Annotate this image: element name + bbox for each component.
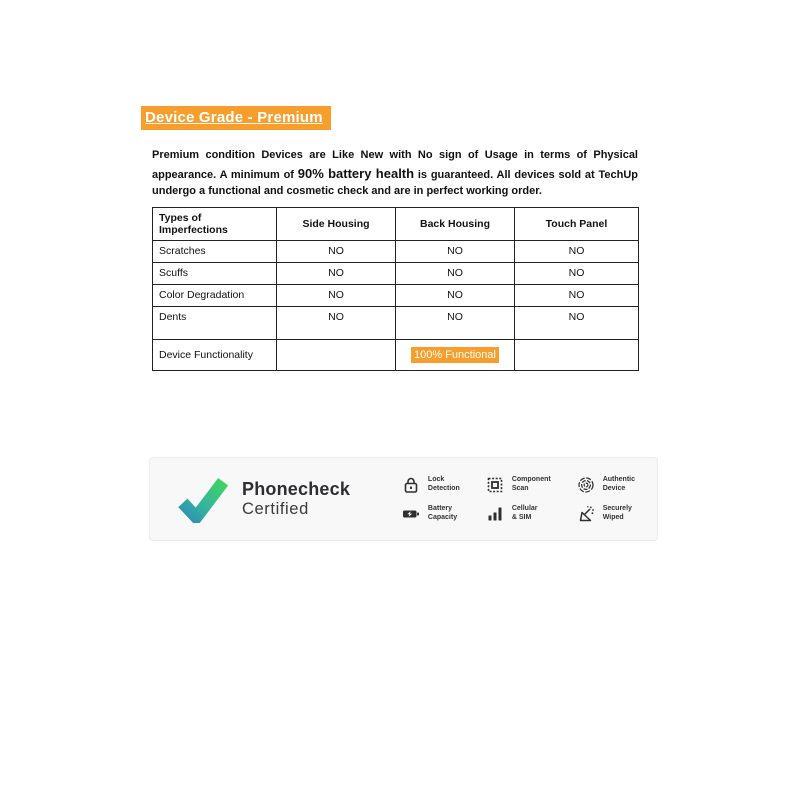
phonecheck-certified-panel <box>149 457 658 541</box>
certification-features <box>402 475 635 523</box>
cell-value: NO <box>515 263 639 285</box>
feature-label: Component Scan <box>511 475 551 492</box>
brand-name: Phonecheck <box>242 479 351 500</box>
feature-authentic-device <box>577 475 635 494</box>
feature-label: Lock Detection <box>427 475 460 492</box>
feature-column <box>402 475 460 523</box>
row-label: Dents <box>153 307 277 340</box>
table-row <box>153 241 639 263</box>
cell-value: NO <box>396 241 515 263</box>
phonecheck-logo <box>176 475 350 523</box>
cell-value <box>515 340 639 371</box>
header-types-of-imperfections: Types of Imperfections <box>153 208 277 241</box>
table-header-row <box>153 208 639 241</box>
feature-lock-detection <box>402 475 460 494</box>
feature-column <box>577 475 635 523</box>
imperfections-table <box>152 207 639 371</box>
table-row-device-functionality <box>153 340 639 371</box>
header-side-housing: Side Housing <box>277 208 396 241</box>
component-chip-icon <box>486 475 505 494</box>
intro-paragraph <box>152 147 638 200</box>
feature-label: Securely Wiped <box>602 504 632 521</box>
header-touch-panel: Touch Panel <box>515 208 639 241</box>
cell-value: NO <box>277 307 396 340</box>
feature-securely-wiped <box>577 504 635 523</box>
cell-value: NO <box>396 307 515 340</box>
intro-text-2: is guaranteed. All devices sold at TechUp undergo a functional and cosmetic check and are in perfect working order. <box>152 168 639 197</box>
checkmark-logo-icon <box>176 475 230 523</box>
feature-label: Cellular & SIM <box>511 504 538 521</box>
cell-value <box>277 340 396 371</box>
table-row <box>153 285 639 307</box>
cell-value: NO <box>396 285 515 307</box>
cell-value: NO <box>515 285 639 307</box>
battery-icon <box>402 504 421 523</box>
signal-bars-icon <box>486 504 505 523</box>
feature-label: Battery Capacity <box>427 504 458 521</box>
header-back-housing: Back Housing <box>396 208 515 241</box>
cell-value: NO <box>277 285 396 307</box>
cell-functional-status <box>396 340 515 371</box>
feature-component-scan <box>486 475 551 494</box>
row-label: Scratches <box>153 241 277 263</box>
phonecheck-logo-text <box>242 480 350 518</box>
table-row <box>153 263 639 285</box>
row-label: Scuffs <box>153 263 277 285</box>
cell-value: NO <box>277 241 396 263</box>
row-label: Device Functionality <box>153 340 277 371</box>
feature-battery-capacity <box>402 504 460 523</box>
brand-subtitle: Certified <box>242 499 309 518</box>
functional-status-highlight: 100% Functional <box>411 347 499 363</box>
cell-value: NO <box>396 263 515 285</box>
feature-column <box>486 475 551 523</box>
cell-value: NO <box>515 241 639 263</box>
cell-value: NO <box>277 263 396 285</box>
fingerprint-icon <box>577 475 596 494</box>
wipe-icon <box>577 504 596 523</box>
feature-label: Authentic Device <box>602 475 635 492</box>
row-label: Color Degradation <box>153 285 277 307</box>
feature-cellular-sim <box>486 504 551 523</box>
table-row <box>153 307 639 340</box>
lock-icon <box>402 475 421 494</box>
cell-value: NO <box>515 307 639 340</box>
intro-text-1: Premium condition Devices are Like New with No sign of Usage in terms of Physical appearance. A minimum of <box>152 149 638 181</box>
intro-battery-health-emphasis: 90% battery health <box>297 165 415 181</box>
page-title: Device Grade - Premium <box>141 106 331 130</box>
